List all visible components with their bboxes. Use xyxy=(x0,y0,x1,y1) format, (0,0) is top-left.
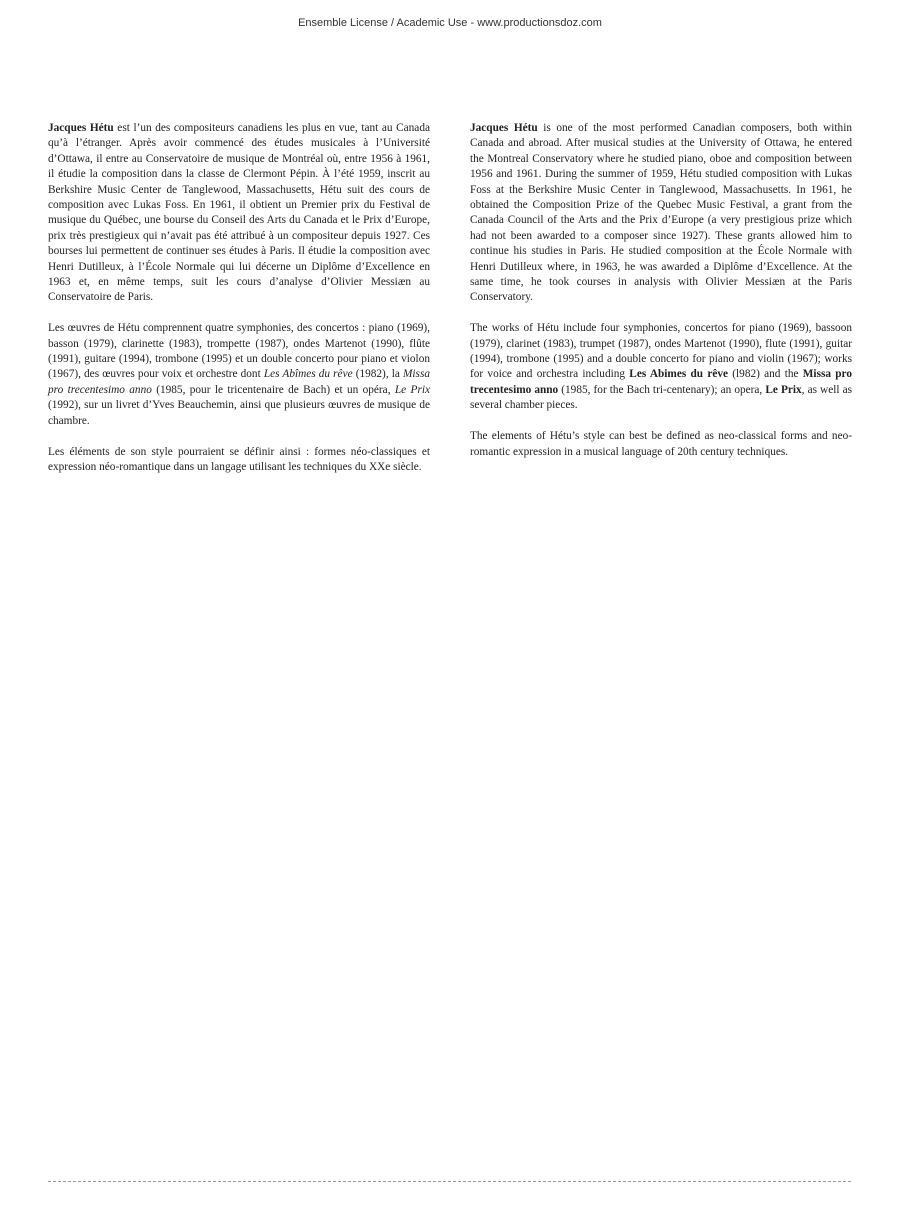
english-paragraph-1 xyxy=(470,121,852,306)
english-paragraph-1-text: is one of the most performed Canadian composers, both within Canada and abroad. After musical studies at the University of Ottawa, he entered the Montreal Conservatory where he studied piano, oboe and composition between 1956 and 1961. During the summer of 1959, Hétu studied composition with Lukas Foss at the Berkshire Music Center in Tanglewood, Massachusetts. In 1961, he obtained the Composition Prize of the Quebec Music Festival, a grant from the Canada Council of the Arts and the Prix d’Europe (a very prestigious prize which had not been awarded to a composer since 1927). These grants allowed him to continue his studies in Paris. He studied composition at the École Normale with Henri Dutilleux where, in 1963, he was awarded a Diplôme d’Excellence. At the same time, he took courses in analysis with Olivier Messiæn at the Paris Conservatory. xyxy=(470,122,852,304)
french-biography-column xyxy=(48,121,430,491)
english-paragraph-3: The elements of Hétu’s style can best be defined as neo-classical forms and neo-romantic expression in a musical language of 20th century techniques. xyxy=(470,430,852,458)
french-paragraph-2-text-d: (1992), sur un livret d’Yves Beauchemin, ainsi que plusieurs œuvres de musique de chambre. xyxy=(48,399,430,427)
french-work-title-prix: Le Prix xyxy=(394,383,430,396)
french-work-title-abimes: Les Abîmes du rêve xyxy=(263,368,353,381)
french-work-title-missa: Missa pro trecentesimo anno xyxy=(48,368,430,396)
english-paragraph-2-text-c: (1985, for the Bach tri-centenary); an opera, xyxy=(558,383,766,396)
license-header: Ensemble License / Academic Use - www.productionsdoz.com xyxy=(298,17,602,29)
english-composer-name: Jacques Hétu xyxy=(470,122,538,134)
footer-divider xyxy=(48,1181,851,1182)
english-paragraph-2-text-d: , as well as several chamber pieces. xyxy=(470,383,852,412)
english-paragraph-2-text-a: The works of Hétu include four symphonies, concertos for piano (1969), bassoon (1979), clarinet (1983), trumpet (1987), ondes Martenot (1990), flute (1991), guitar (1994), trombone (1995) and a double concerto for piano and violin (1967); works for voice and orchestra including xyxy=(470,322,852,381)
english-biography-column xyxy=(470,121,852,475)
french-paragraph-1-text: est l’un des compositeurs canadiens les plus en vue, tant au Canada qu’à l’étranger. Après avoir commencé des études musicales à l’Université d’Ottawa, il entre au Conservatoire de musique de Montréal où, entre 1956 à 1961, il étudie la composition dans la classe de Clermont Pépin. À l’été 1959, inscrit au Berkshire Music Center de Tanglewood, Massachusetts, Hétu suit des cours de composition avec Lukas Foss. En 1961, il obtient un Premier prix du Festival de musique du Québec, une bourse du Conseil des Arts du Canada et le Prix d’Europe, prix très prestigieux qui n’avait pas été attribué à un compositeur depuis 1927. Ces bourses lui permettent de continuer ses études à Paris. Il étudie la composition avec Henri Dutilleux, à l’École Normale qui lui décerne un Diplôme d’Excellence en 1963 et, en même temps, suit les cours d’analyse d’Olivier Messiæn au Conservatoire de Paris. xyxy=(48,122,430,304)
french-paragraph-2 xyxy=(48,321,430,429)
english-paragraph-2-text-b: (l982) and the xyxy=(728,368,803,381)
english-work-title-prix: Le Prix xyxy=(765,383,802,396)
french-paragraph-2-text-c: (1985, pour le tricentenaire de Bach) et un opéra, xyxy=(151,383,395,396)
french-paragraph-2-text-a: Les œuvres de Hétu comprennent quatre symphonies, des concertos : piano (1969), basson (1979), clarinette (1983), trompette (1987), ondes Martenot (1990), flûte (1991), guitare (1994), trombone (1995) et un double concerto pour piano et violon (1967), des œuvres pour voix et orchestre dont xyxy=(48,322,430,381)
english-work-title-missa: Missa pro trecentesimo anno xyxy=(470,368,853,396)
french-paragraph-2-text-b: (1982), la xyxy=(352,368,403,381)
english-work-title-abimes: Les Abimes du rêve xyxy=(629,368,729,381)
french-composer-name: Jacques Hétu xyxy=(48,122,114,134)
english-paragraph-2 xyxy=(470,321,852,413)
french-paragraph-3: Les éléments de son style pourraient se définir ainsi : formes néo-classiques et expression néo-romantique dans un langage utilisant les techniques du XXe siècle. xyxy=(48,445,430,473)
french-paragraph-1 xyxy=(48,121,430,306)
